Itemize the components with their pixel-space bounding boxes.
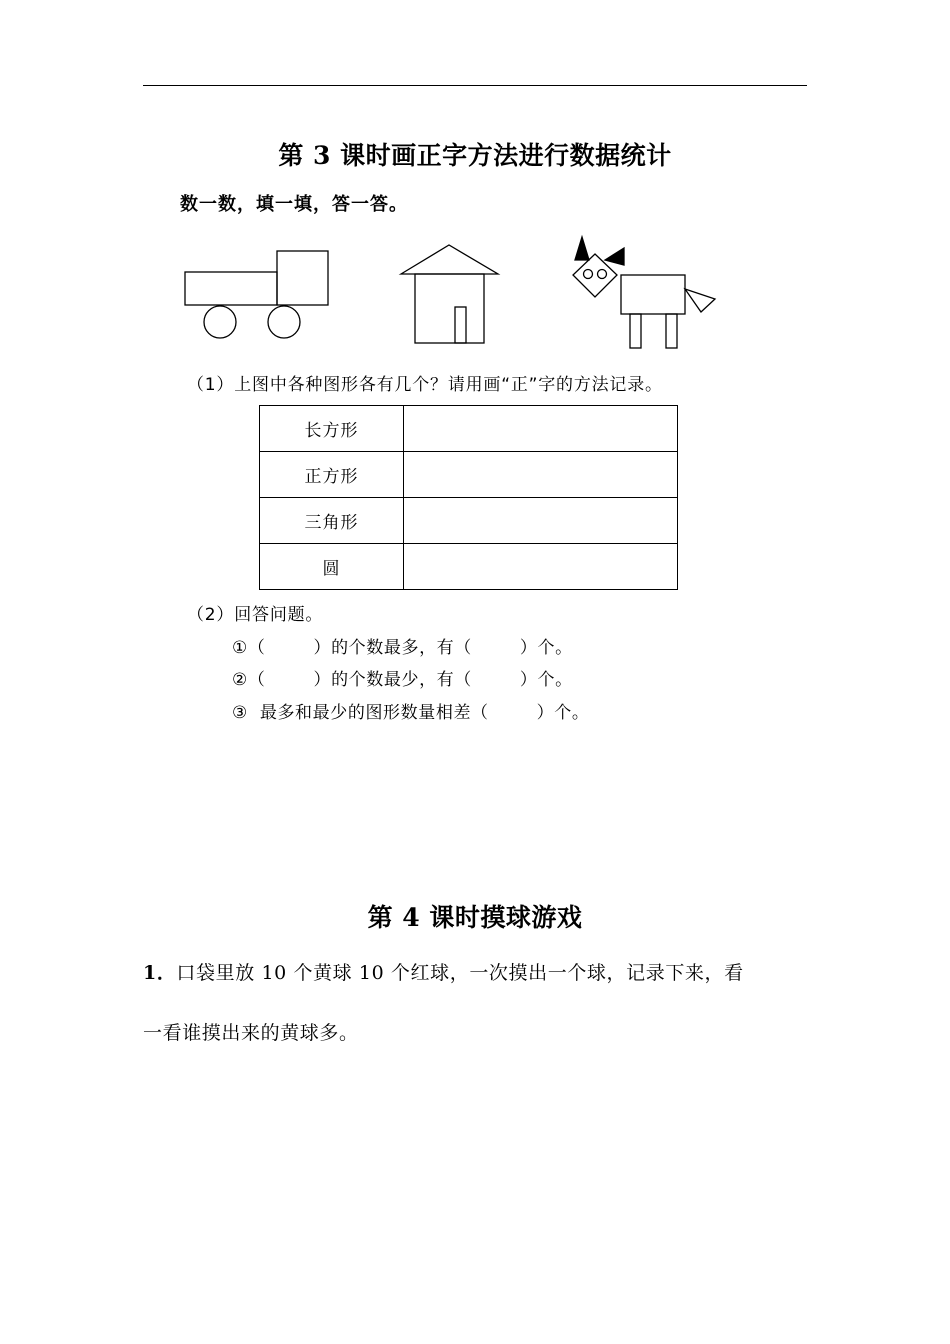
cow-eye-right: [598, 270, 607, 279]
tally-cell-circle[interactable]: [404, 544, 678, 590]
table-row: [260, 498, 678, 544]
row-label: 圆: [260, 544, 404, 590]
section4-title: 第 4 课时摸球游戏: [367, 903, 583, 932]
shape-figures: [175, 232, 735, 357]
house-door-rect: [455, 307, 466, 343]
cow-ear-right: [605, 248, 624, 265]
table-row: [260, 452, 678, 498]
truck-cab-square: [277, 251, 328, 305]
cow-leg-front: [630, 314, 641, 348]
section3-title: 第 3 课时画正字方法进行数据统计: [278, 141, 672, 170]
tally-cell-rectangle[interactable]: [404, 406, 678, 452]
problem-1-text: 口袋里放 10 个黄球 10 个红球，一次摸出一个球，记录下来，看: [176, 962, 744, 984]
problem-number: 1．: [143, 962, 177, 984]
row-label: 长方形: [260, 406, 404, 452]
header-rule: [143, 85, 807, 86]
cow-tail-triangle: [685, 289, 715, 312]
cow-body-rect: [621, 275, 685, 314]
truck-body-rect: [185, 272, 277, 305]
truck-figure: [185, 251, 328, 338]
truck-wheel-front: [204, 306, 236, 338]
instruction-text: 数一数，填一填，答一答。: [180, 194, 408, 215]
sub-question-1: ①（ ）的个数最多，有（ ）个。: [232, 638, 573, 658]
tally-table: [259, 405, 678, 590]
row-label: 正方形: [260, 452, 404, 498]
cow-ear-left: [575, 237, 589, 260]
tally-cell-triangle[interactable]: [404, 498, 678, 544]
question-1: （1）上图中各种图形各有几个？请用画“正”字的方法记录。: [187, 375, 663, 395]
cow-leg-back: [666, 314, 677, 348]
cow-eye-left: [584, 270, 593, 279]
truck-wheel-rear: [268, 306, 300, 338]
table-row: [260, 544, 678, 590]
row-label: 三角形: [260, 498, 404, 544]
house-roof-triangle: [401, 245, 498, 274]
cow-figure: [573, 237, 715, 348]
table-row: [260, 406, 678, 452]
sub-question-3: ③ 最多和最少的图形数量相差（ ）个。: [232, 703, 590, 723]
house-wall-square: [415, 274, 484, 343]
house-figure: [401, 245, 498, 343]
problem-1-line-1: [143, 958, 823, 985]
question-2: （2）回答问题。: [187, 605, 324, 625]
sub-question-2: ②（ ）的个数最少，有（ ）个。: [232, 670, 573, 690]
tally-cell-square[interactable]: [404, 452, 678, 498]
problem-1-line-2: 一看谁摸出来的黄球多。: [143, 1022, 359, 1044]
